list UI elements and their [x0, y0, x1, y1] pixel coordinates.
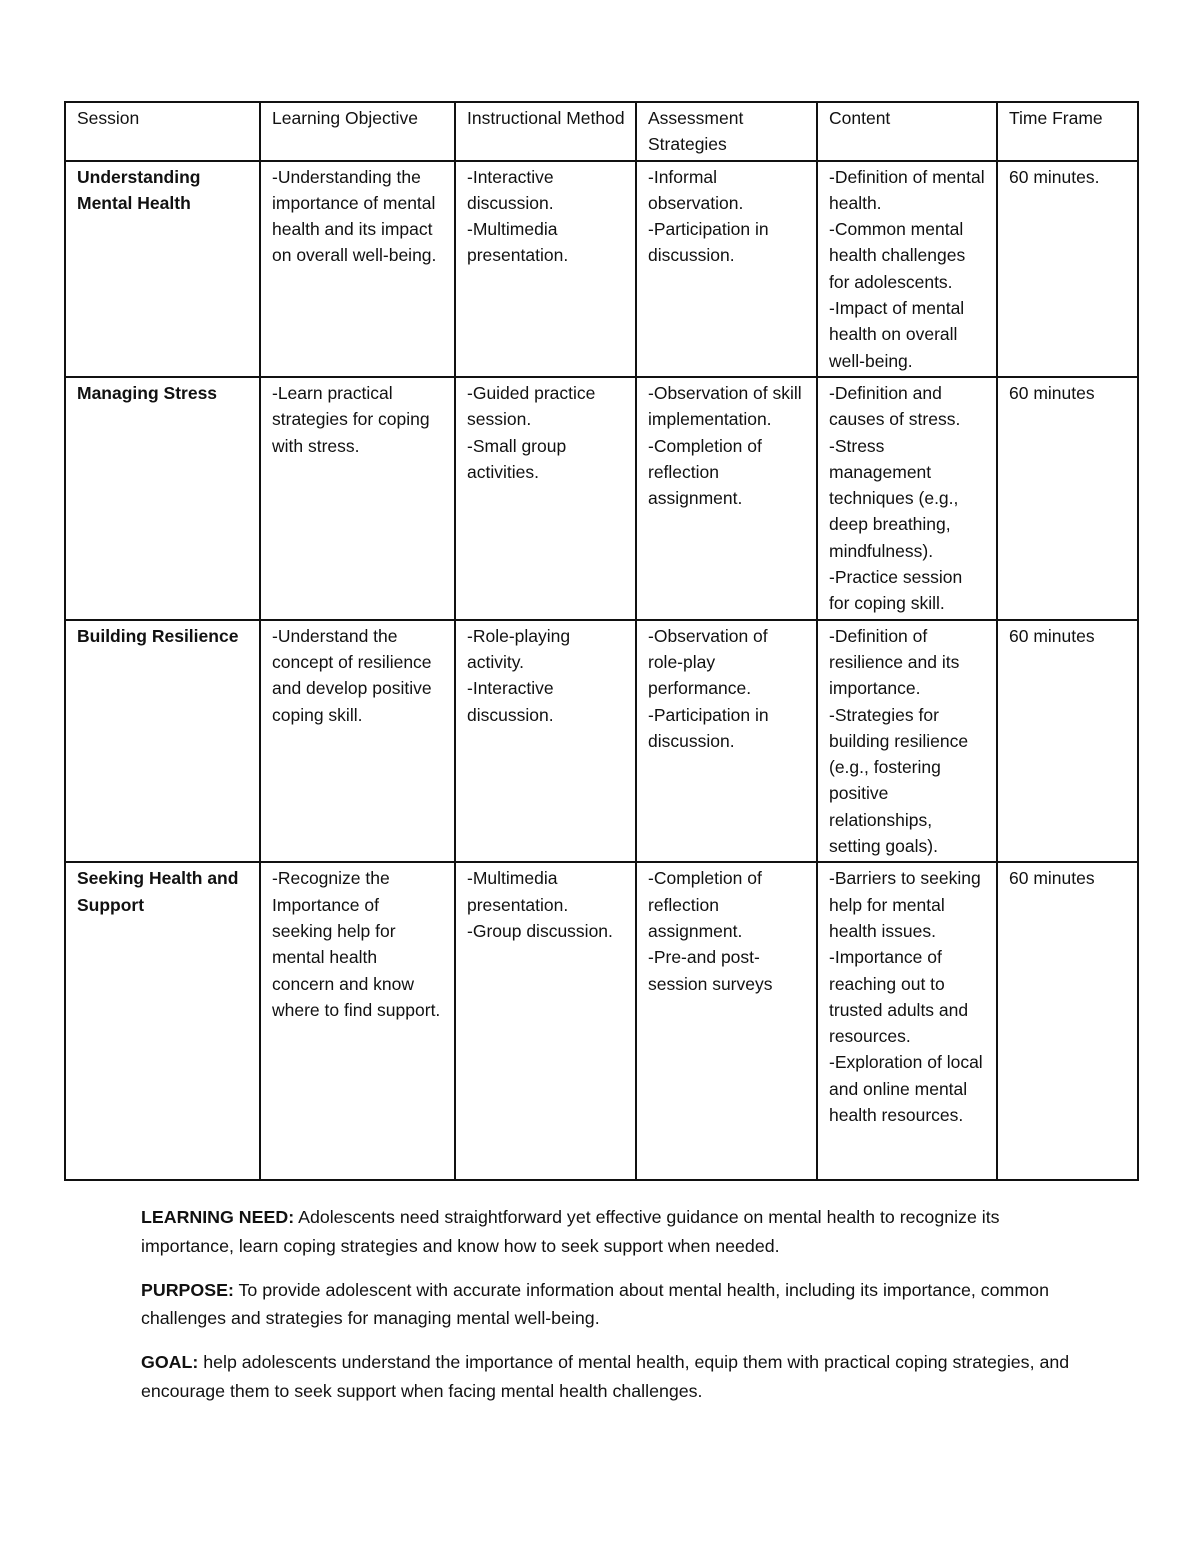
table-header-row — [65, 102, 1138, 161]
purpose-paragraph — [141, 1276, 1071, 1333]
assessment-cell — [636, 862, 817, 1180]
plan-summary — [141, 1203, 1071, 1421]
table-row — [65, 377, 1138, 620]
assessment-item: -Pre-and post-session surveys — [648, 947, 773, 994]
assessment-item: -Participation in discussion. — [648, 704, 769, 751]
method-cell — [455, 161, 636, 377]
content-item: -Exploration of local and online mental health resources. — [829, 1052, 983, 1125]
goal-paragraph — [141, 1348, 1071, 1405]
content-cell — [817, 862, 997, 1180]
content-item: -Definition of resilience and its importance. — [829, 625, 960, 699]
time-frame-cell: 60 minutes. — [997, 161, 1138, 377]
content-cell — [817, 620, 997, 863]
session-cell: Seeking Health and Support — [65, 862, 260, 1180]
header-time-frame: Time Frame — [997, 102, 1138, 161]
assessment-item: -Observation of role-play performance. — [648, 625, 768, 699]
time-frame-cell: 60 minutes — [997, 862, 1138, 1180]
objective-item: -Recognize the Importance of seeking help for mental health concern and know where to find support. — [272, 868, 441, 1020]
objective-cell — [260, 161, 455, 377]
content-item: -Definition and causes of stress. — [829, 382, 961, 430]
assessment-item: -Completion of reflection assignment. — [648, 435, 762, 509]
learning-need-paragraph — [141, 1203, 1071, 1260]
method-cell — [455, 620, 636, 863]
objective-cell — [260, 620, 455, 863]
assessment-cell — [636, 620, 817, 863]
assessment-cell — [636, 377, 817, 620]
method-item: -Multimedia presentation. — [467, 219, 569, 266]
session-cell: Managing Stress — [65, 377, 260, 620]
table-row — [65, 161, 1138, 377]
content-item: -Importance of reaching out to trusted adults and resources. — [829, 947, 969, 1047]
objective-cell — [260, 862, 455, 1180]
method-item: -Group discussion. — [467, 920, 613, 941]
time-frame-cell: 60 minutes — [997, 377, 1138, 620]
assessment-item: -Completion of reflection assignment. — [648, 868, 762, 941]
objective-item: -Learn practical strategies for coping with stress. — [272, 382, 430, 456]
content-cell — [817, 377, 997, 620]
content-cell — [817, 161, 997, 377]
purpose-label: PURPOSE: — [141, 1279, 234, 1300]
header-instructional-method: Instructional Method — [455, 102, 636, 161]
assessment-item: -Informal observation. — [648, 166, 744, 213]
content-item: -Common mental health challenges for adolescents. — [829, 219, 966, 292]
header-session: Session — [65, 102, 260, 161]
header-assessment-strategies: Assessment Strategies — [636, 102, 817, 161]
method-item: -Role-playing activity. — [467, 625, 571, 672]
assessment-item: -Participation in discussion. — [648, 219, 769, 266]
header-content: Content — [817, 102, 997, 161]
method-item: -Interactive discussion. — [467, 166, 554, 213]
session-plan-table — [64, 101, 1139, 1181]
method-cell — [455, 862, 636, 1180]
method-item: -Small group activities. — [467, 435, 567, 482]
method-item: -Interactive discussion. — [467, 678, 554, 725]
method-item: -Multimedia presentation. — [467, 868, 569, 915]
content-item: -Strategies for building resilience (e.g., fostering positive relationships, setting goals). — [829, 704, 969, 857]
goal-label: GOAL: — [141, 1352, 199, 1372]
content-item: -Practice session for coping skill. — [829, 567, 963, 614]
content-item: -Definition of mental health. — [829, 166, 985, 213]
content-item: -Barriers to seeking help for mental health issues. — [829, 868, 981, 941]
session-cell: Understanding Mental Health — [65, 161, 260, 377]
learning-need-text: Adolescents need straightforward yet effective guidance on mental health to recognize its importance, learn coping strategies and know how to seek support when needed. — [141, 1207, 1000, 1256]
method-cell — [455, 377, 636, 620]
table-row — [65, 862, 1138, 1180]
objective-cell — [260, 377, 455, 620]
assessment-cell — [636, 161, 817, 377]
goal-text: help adolescents understand the importance of mental health, equip them with practical coping strategies, and encourage them to seek support when facing mental health challenges. — [141, 1352, 1070, 1401]
header-learning-objective: Learning Objective — [260, 102, 455, 161]
objective-item: -Understand the concept of resilience and develop positive coping skill. — [272, 625, 432, 725]
content-item: -Stress management techniques (e.g., deep breathing, mindfulness). — [829, 435, 959, 561]
method-item: -Guided practice session. — [467, 382, 596, 430]
purpose-text: To provide adolescent with accurate information about mental health, including its importance, common challenges and strategies for managing mental well-being. — [141, 1279, 1049, 1328]
learning-need-label: LEARNING NEED: — [141, 1207, 295, 1227]
time-frame-cell: 60 minutes — [997, 620, 1138, 863]
table-row — [65, 620, 1138, 863]
objective-item: -Understanding the importance of mental health and its impact on overall well-being. — [272, 166, 437, 266]
assessment-item: -Observation of skill implementation. — [648, 382, 802, 430]
session-cell: Building Resilience — [65, 620, 260, 863]
content-item: -Impact of mental health on overall well-being. — [829, 298, 965, 371]
